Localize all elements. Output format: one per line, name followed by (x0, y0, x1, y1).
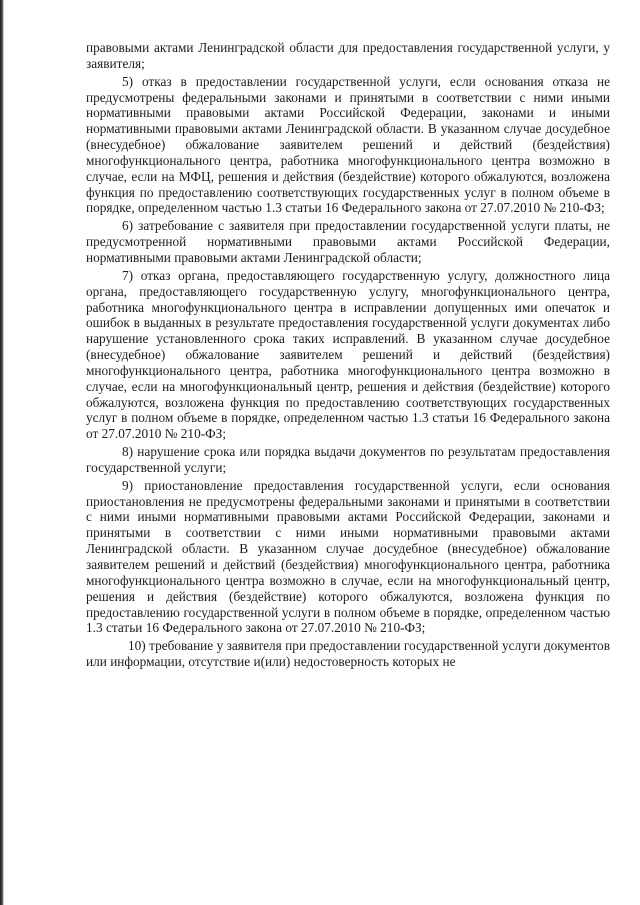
document-body (86, 40, 610, 672)
paragraph-continuation: правовыми актами Ленинградской области для предоставления государственной услуги, у заявителя; (86, 40, 610, 71)
paragraph-item-7: 7) отказ органа, предоставляющего государственную услугу, должностного лица органа, предоставляющего государственную услугу, многофункционального центра, работника многофункционального центра в исправлении допущенных ими опечаток и ошибок в выданных в результате предоставления государственной услуги документах либо нарушение установленного срока таких исправлений. В указанном случае досудебное (внесудебное) обжалование заявителем решений и действий (бездействия) многофункционального центра, работника многофункционального центра возможно в случае, если на многофункциональный центр, решения и действия (бездействие) которого обжалуются, возложена функция по предоставлению соответствующих государственных услуг в полном объеме в порядке, определенном частью 1.3 статьи 16 Федерального закона от 27.07.2010 № 210-ФЗ; (86, 267, 610, 442)
paragraph-item-8: 8) нарушение срока или порядка выдачи документов по результатам предоставления государственной услуги; (86, 444, 610, 475)
scan-shadow-edge (0, 0, 4, 905)
paragraph-item-10: 10) требование у заявителя при предоставлении государственной услуги документов или информации, отсутствие и(или) недостоверность которых не (86, 638, 610, 670)
paragraph-item-5: 5) отказ в предоставлении государственной услуги, если основания отказа не предусмотрены федеральными законами и принятыми в соответствии с ними иными нормативными правовыми актами Российской Федерации, законами и иными нормативными правовыми актами Ленинградской области. В указанном случае досудебное (внесудебное) обжалование заявителем решений и действий (бездействия) многофункционального центра, работника многофункционального центра возможно в случае, если на МФЦ, решения и действия (бездействие) которого обжалуются, возложена функция по предоставлению соответствующих государственных услуг в полном объеме в порядке, определенном частью 1.3 статьи 16 Федерального закона от 27.07.2010 № 210-ФЗ; (86, 73, 610, 216)
paragraph-item-9: 9) приостановление предоставления государственной услуги, если основания приостановления не предусмотрены федеральными законами и принятыми в соответствии с ними иными нормативными правовыми актами Российской Федерации, законами и принятыми в соответствии с ними иными нормативными правовыми актами Ленинградской области. В указанном случае досудебное (внесудебное) обжалование заявителем решений и действий (бездействия) многофункционального центра, работника многофункционального центра возможно в случае, если на многофункциональный центр, решения и действия (бездействие) которого обжалуются, возложена функция по предоставлению государственной услуги в полном объеме в порядке, определенном частью 1.3 статьи 16 Федерального закона от 27.07.2010 № 210-ФЗ; (86, 477, 610, 636)
paragraph-item-6: 6) затребование с заявителя при предоставлении государственной услуги платы, не предусмотренной нормативными правовыми актами Российской Федерации, нормативными правовыми актами Ленинградской области; (86, 218, 610, 265)
